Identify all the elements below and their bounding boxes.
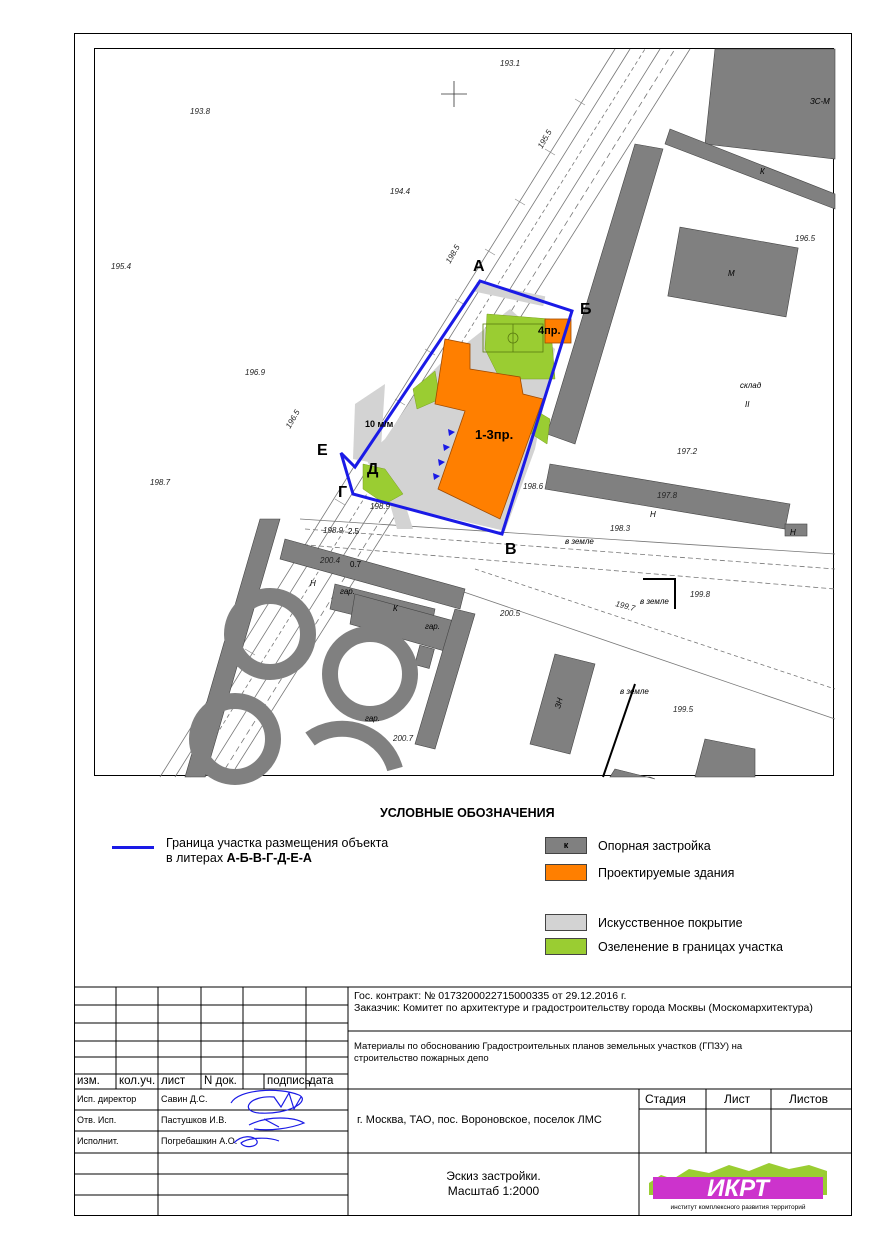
elev-label: 193.8 [190, 107, 211, 116]
elev-label: 195.4 [111, 262, 132, 271]
corner-g-label: Г [338, 484, 348, 501]
project-address: г. Москва, ТАО, пос. Вороновское, поселок ЛМС [357, 1114, 602, 1126]
block-label: гар. [340, 587, 355, 596]
road-dim: 2.5 [348, 527, 360, 536]
block-label: II [745, 400, 750, 409]
stamp-name: Пастушков И.В. [161, 1115, 227, 1125]
legend-existing-label: Опорная застройка [598, 839, 711, 853]
ikrt-logo [649, 1157, 849, 1213]
legend-boundary-text [166, 836, 388, 866]
elev-label: 198.9 [323, 526, 344, 535]
elev-label: 197.2 [677, 447, 698, 456]
block-label: склад [740, 381, 762, 390]
elev-label: 198.7 [150, 478, 171, 487]
stamp-role: Исполнит. [77, 1136, 119, 1146]
stamp-header-sheet: лист [161, 1075, 186, 1087]
logo-text: ИКРТ [707, 1175, 769, 1202]
elev-label: 196.5 [283, 408, 302, 430]
block-label: Н [650, 510, 656, 519]
customer-info: Заказчик: Комитет по архитектуре и градостроительству города Москвы (Москомархитектура) [354, 1002, 813, 1014]
corner-a-label: А [473, 258, 485, 275]
elev-label: 199.7 [614, 599, 637, 614]
stamp-header-doc: N док. [204, 1075, 237, 1087]
stamp-header-signature: подпись [267, 1075, 311, 1087]
legend-existing-swatch [545, 837, 587, 854]
legend-planned-label: Проектируемые здания [598, 866, 735, 880]
stage-header: Стадия [645, 1092, 686, 1106]
legend-pavement-swatch [545, 914, 587, 931]
elev-label: 198.6 [523, 482, 544, 491]
corner-d-label: Д [367, 461, 379, 478]
elev-label: 193.1 [500, 59, 521, 68]
legend-greenery-label: Озеленение в границах участка [598, 940, 783, 954]
drawing-scale: Масштаб 1:2000 [447, 1184, 540, 1198]
parking-label: 10 м/м [365, 419, 394, 429]
block-label: К [393, 604, 398, 613]
block-label: Н [790, 528, 796, 537]
stamp-role: Отв. Исп. [77, 1115, 117, 1125]
corner-b-label: Б [580, 301, 592, 318]
utility-line-2 [603, 684, 635, 777]
block-label: гар. [365, 714, 380, 723]
legend-planned-swatch [545, 864, 587, 881]
ground-note: в земле [640, 597, 669, 606]
block-label: ЗС-М [810, 97, 830, 106]
elev-label: 200.4 [320, 556, 341, 565]
corner-v-label: В [505, 541, 517, 558]
sheet-header: Лист [724, 1092, 751, 1106]
pavement-strip [475, 282, 546, 306]
elev-label: 198.9 [370, 502, 391, 511]
block-label: М [728, 269, 735, 278]
ground-note: в земле [565, 537, 594, 546]
elev-label: 194.4 [390, 187, 411, 196]
elev-label: 197.8 [657, 491, 678, 500]
handwritten-signatures [219, 1085, 319, 1155]
elev-label: 196.9 [245, 368, 266, 377]
drawing-title: Эскиз застройки. [446, 1169, 541, 1183]
drawing-title-block [348, 1169, 639, 1199]
elev-label: 196.5 [795, 234, 816, 243]
contract-number: Гос. контракт: № 0173200022715000335 от 29.12.2016 г. [354, 990, 627, 1002]
stamp-name: Савин Д.С. [161, 1094, 208, 1104]
legend-boundary-line2 [166, 851, 388, 866]
block-label: ЗН [553, 696, 565, 710]
block-label: Н [310, 579, 316, 588]
legend-existing-swatch-letter: к [563, 840, 569, 850]
legend-boundary-line1: Граница участка размещения объекта [166, 836, 389, 850]
legend-boundary-line [112, 846, 154, 849]
elev-label: 200.5 [500, 609, 521, 618]
contract-info [351, 990, 849, 1014]
ikrt-logo-graphic [649, 1157, 849, 1213]
block-label: гар. [425, 622, 440, 631]
stamp-header-count: кол.уч. [119, 1075, 156, 1087]
elev-label: 195.5 [535, 128, 554, 150]
legend-greenery-swatch [545, 938, 587, 955]
elev-label: 198.3 [610, 524, 631, 533]
title-block [74, 987, 852, 1216]
stamp-header-change: изм. [77, 1075, 100, 1087]
corner-e-label: Е [317, 442, 328, 459]
logo-caption: институт комплексного развития территорий [670, 1204, 806, 1211]
planned-building-small-label: 4пр. [538, 325, 561, 337]
elev-label: 199.5 [673, 705, 694, 714]
legend-boundary-prefix: в литерах [166, 851, 227, 865]
elev-label: 198.5 [443, 243, 462, 265]
stamp-name: Погребашкин А.О. [161, 1136, 238, 1146]
legend-pavement-label: Искусственное покрытие [598, 916, 743, 930]
sheets-count-header: Листов [789, 1092, 828, 1106]
elev-label: 199.8 [690, 590, 711, 599]
legend-title: УСЛОВНЫЕ ОБОЗНАЧЕНИЯ [380, 806, 555, 820]
legend-boundary-letters: А-Б-В-Г-Д-Е-А [226, 851, 312, 865]
elev-label: 200.7 [393, 734, 414, 743]
materials-info: Материалы по обоснованию Градостроительных планов земельных участков (ГПЗУ) на строительство пожарных депо [354, 1041, 743, 1064]
planned-building-main-label: 1-3пр. [475, 427, 514, 442]
road-dim: 0.7 [350, 560, 362, 569]
stamp-role: Исп. директор [77, 1094, 137, 1104]
ground-note: в земле [620, 687, 649, 696]
block-label: К [760, 167, 765, 176]
grid-cross [441, 81, 467, 107]
site-plan-map [94, 48, 834, 776]
stamp-header-date: дата [309, 1075, 334, 1087]
